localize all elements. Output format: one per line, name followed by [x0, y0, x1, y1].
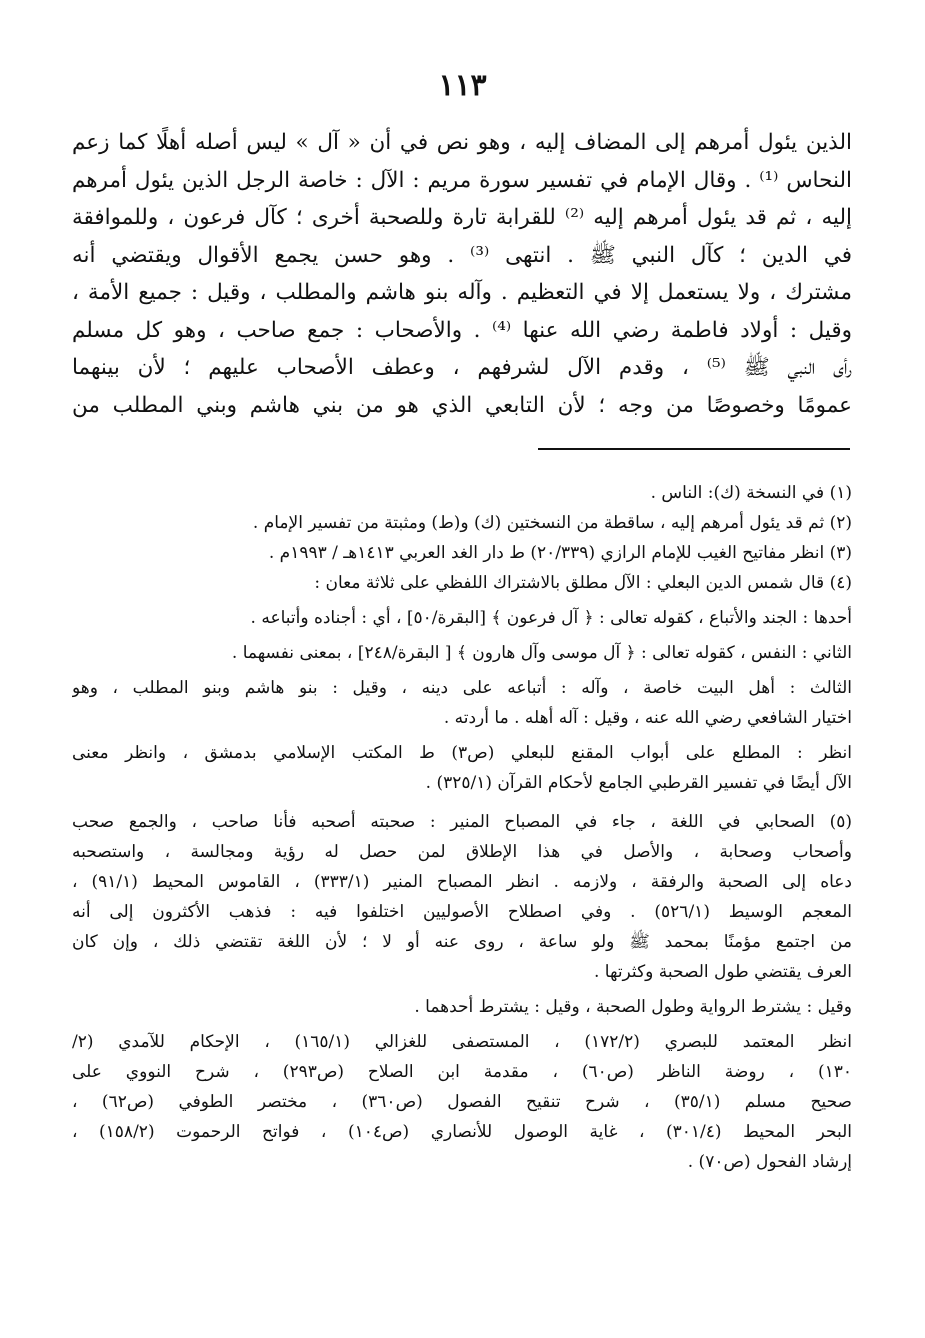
body-line: رأى النبي ﷺ ⁽⁵⁾ ، وقدم الآل لشرفهم ، وعطف الأصحاب عليهم ؛ لأن بينهما	[72, 355, 852, 380]
footnote-line: إرشاد الفحول (ص٧٠) .	[687, 1152, 852, 1172]
body-line: عمومًا وخصوصًا من وجه ؛ لأن التابعي الذي هو من بني هاشم وبني المطلب من	[72, 392, 852, 418]
footnote-line: البحر المحيط (٣٠١/٤) ، غاية الوصول للأنصاري (ص١٠٤) ، فواتح الرحموت (١٥٨/٢) ،	[72, 1122, 852, 1142]
page-number: ١١٣	[438, 68, 487, 103]
body-line: إليه ، ثم قد يئول أمرهم إليه ⁽²⁾ للقرابة تارة وللصحبة أخرى ؛ كآل فرعون ، وللموافقة	[72, 205, 852, 230]
footnote-line: من اجتمع مؤمنًا بمحمد ﷺ ولو ساعة ، روى عنه أو لا ؛ لأن اللغة تقتضي ذلك ، وإن كان	[72, 932, 852, 952]
footnote-line: وأصحاب وصحابة ، والأصل في هذا الإطلاق لمن حصل له رؤية ومجالسة ، واستصحبه	[72, 842, 852, 862]
footnote-line: انظر المعتمد للبصري (١٧٢/٢) ، المستصفى للغزالي (١٦٥/١) ، الإحكام للآمدي (٢/	[72, 1032, 852, 1052]
footnote-line: دعاه إلى الصحبة والرفقة ، ولازمه . انظر المصباح المنير (٣٣٣/١) ، القاموس المحيط (٩١/١) ،	[72, 872, 852, 892]
footnote-line: صحيح مسلم (٣٥/١) ، شرح تنقيح الفصول (ص٣٦٠) ، مختصر الطوفي (ص٦٢) ،	[72, 1092, 852, 1112]
footnote-line: (٤) قال شمس الدين البعلي : الآل مطلق بالاشتراك اللفظي على ثلاثة معان :	[314, 573, 852, 593]
footnote-line: اختيار الشافعي رضي الله عنه ، وقيل : آله أهله . ما أردته .	[443, 708, 852, 728]
footnote-line: الآل أيضًا في تفسير القرطبي الجامع لأحكام القرآن (٣٢٥/١) .	[425, 773, 852, 793]
body-line: الذين يئول أمرهم إلى المضاف إليه ، وهو نص في أن « آل » ليس أصله أهلًا كما زعم	[72, 130, 852, 155]
footnote-line: العرف يقتضي طول الصحبة وكثرتها .	[594, 962, 852, 982]
footnote-3: (٣) انظر مفاتيح الغيب للإمام الرازي (٢٠/٣٣٩) ط دار الغد العربي ١٤١٣هـ / ١٩٩٣م .	[268, 543, 852, 563]
footnote-separator	[538, 448, 850, 450]
footnote-line: الثاني : النفس ، كقوله تعالى : ﴿ آل موسى وآل هارون ﴾ [ البقرة/٢٤٨] ، بمعنى نفسهما .	[231, 643, 852, 663]
footnote-line: الثالث : أهل البيت خاصة ، وآله : أتباعه على دينه ، وقيل : بنو هاشم وبنو المطلب ، وهو	[72, 678, 852, 698]
footnote-4	[72, 568, 852, 798]
footnote-2: (٢) ثم قد يئول أمرهم إليه ، ساقطة من النسختين (ك) و(ط) ومثبتة من تفسير الإمام .	[252, 513, 852, 533]
footnote-line: وقيل : يشترط الرواية وطول الصحبة ، وقيل : يشترط أحدهما .	[414, 997, 852, 1017]
footnote-line: (٥) الصحابي في اللغة ، جاء في المصباح المنير : صحبته أصحبه فأنا صاحب ، والجمع صحب	[72, 812, 852, 832]
body-line: وقيل : أولاد فاطمة رضي الله عنها ⁽⁴⁾ . والأصحاب : جمع صاحب ، وهو كل مسلم	[72, 317, 852, 343]
body-line: النحاس ⁽¹⁾ . وقال الإمام في تفسير سورة مريم : الآل : خاصة الرجل الذين يئول أمرهم	[72, 167, 852, 193]
main-text	[72, 124, 852, 424]
footnotes	[72, 478, 852, 1177]
footnote-1: (١) في النسخة (ك): الناس .	[650, 483, 852, 503]
body-line: مشترك ، ولا يستعمل إلا في التعظيم . وآله بنو هاشم والمطلب ، وقيل : جميع الأمة ،	[72, 280, 852, 305]
body-line: في الدين ؛ كآل النبي ﷺ . انتهى ⁽³⁾ . وهو حسن يجمع الأقوال ويقتضي أنه	[72, 242, 852, 268]
footnote-line: انظر : المطلع على أبواب المقنع للبعلي (ص٣) ط المكتب الإسلامي بدمشق ، وانظر معنى	[72, 743, 852, 763]
footnote-5	[72, 807, 852, 1177]
footnote-line: أحدها : الجند والأتباع ، كقوله تعالى : ﴿ آل فرعون ﴾ [البقرة/٥٠] ، أي : أجناده وأتباعه .	[250, 608, 852, 628]
footnote-line: المعجم الوسيط (٥٢٦/١) . وفي اصطلاح الأصوليين اختلفوا فيه : فذهب الأكثرون إلى أنه	[72, 902, 852, 922]
footnote-line: ١٣٠) ، روضة الناظر (ص٦٠) ، مقدمة ابن الصلاح (ص٢٩٣) ، شرح النووي على	[72, 1062, 852, 1082]
